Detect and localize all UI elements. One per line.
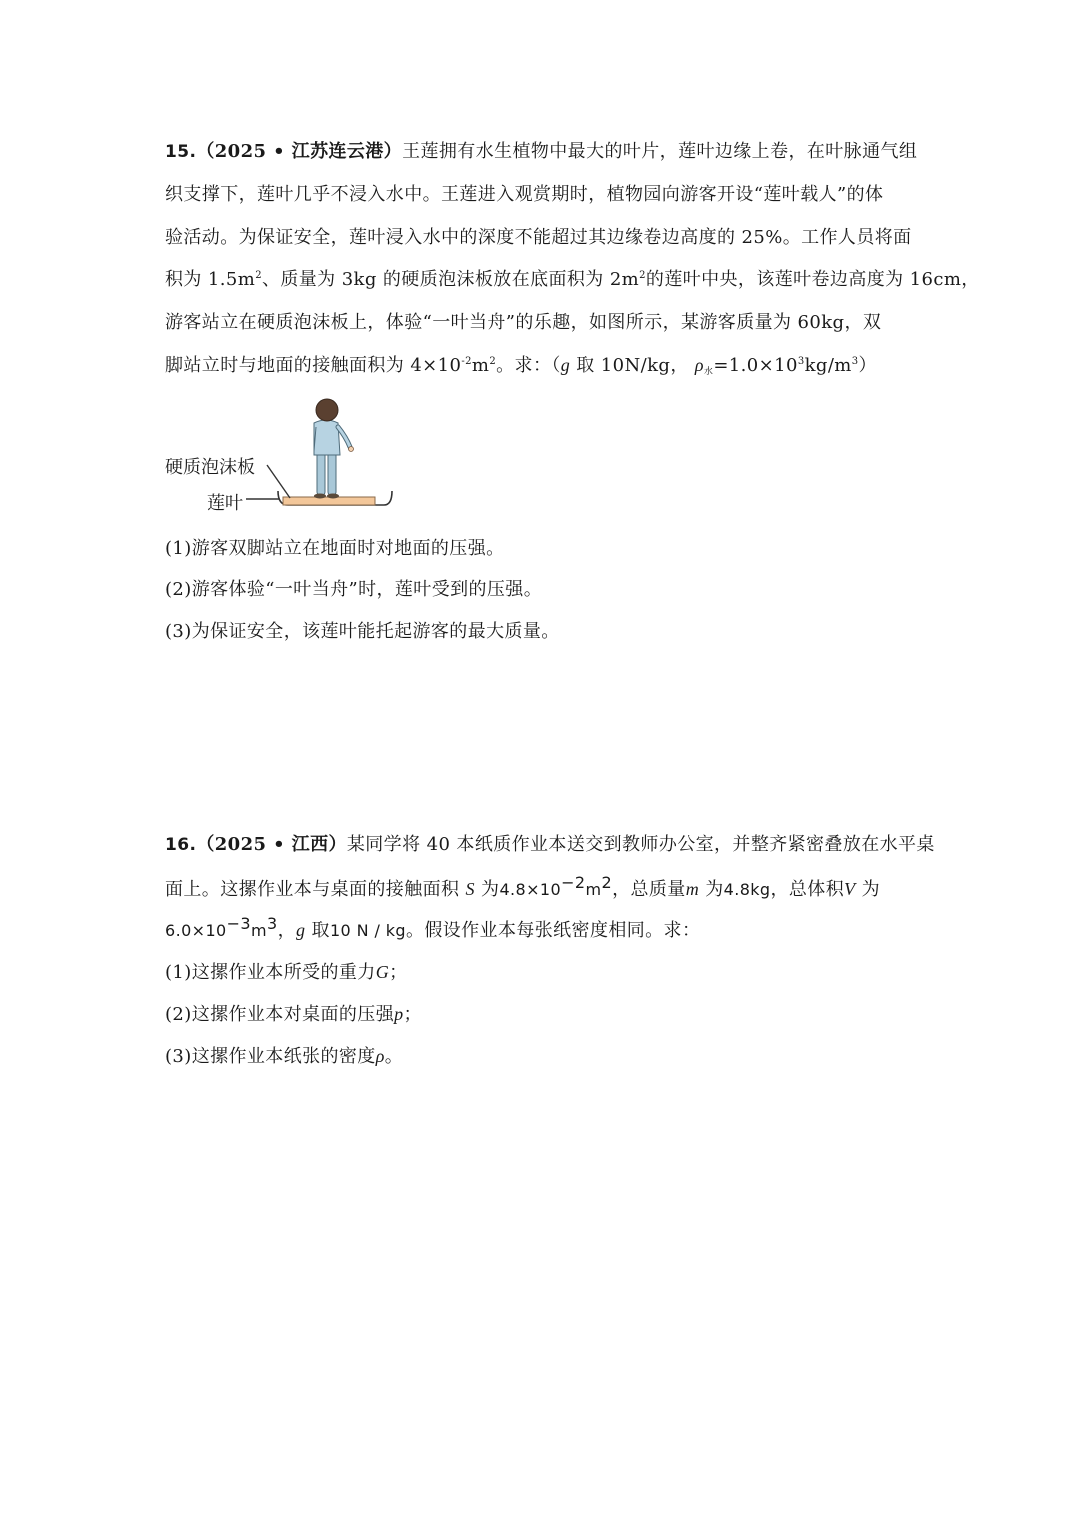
q15-text: 王莲拥有水生植物中最大的叶片，莲叶边缘上卷，在叶脉通气组 (402, 141, 918, 162)
q16-subquestion-1: (1)这摞作业本所受的重力G； (165, 962, 408, 983)
q15-number: 15. (165, 142, 197, 162)
foam-board-label: 硬质泡沫板 (165, 457, 255, 478)
q15-line-2: 织支撑下，莲叶几乎不浸入水中。王莲进入观赏期时，植物园向游客开设“莲叶载人”的体 (165, 184, 884, 205)
q15-line-3: 验活动。为保证安全，莲叶浸入水中的深度不能超过其边缘卷边高度的 25%。工作人员将面 (165, 227, 912, 248)
q15-subquestion-2: (2)游客体验“一叶当舟”时，莲叶受到的压强。 (165, 579, 543, 600)
q15-line-1 (165, 140, 925, 164)
lotus-leaf-label: 莲叶 (207, 493, 243, 514)
q16-subquestion-2: (2)这摞作业本对桌面的压强p； (165, 1004, 422, 1025)
q15-source: （2025 • 江苏连云港） (196, 141, 403, 162)
q16-line-2: 面上。这摞作业本与桌面的接触面积 S 为$4.8\times 10^{-2}m^2$，总质量m 为4.8kg，总体积V 为 (165, 873, 881, 900)
q16-subquestion-3: (3)这摞作业本纸张的密度ρ。 (165, 1046, 404, 1067)
lotus-leaf-figure (160, 393, 410, 523)
q16-source: （2025 • 江西） (196, 834, 347, 855)
q15-line-5: 游客站立在硬质泡沫板上，体验“一叶当舟”的乐趣，如图所示，某游客质量为 60kg，双 (165, 312, 882, 333)
q15-line-6: 脚站立时与地面的接触面积为 $4\times 10^{-2}m^2$。求：（g 取 10N/kg， $\rho_水=1.0\times 10^3kg/m^3$） (165, 355, 877, 377)
q15-subquestion-3: (3)为保证安全，该莲叶能托起游客的最大质量。 (165, 621, 560, 642)
q16-number: 16. (165, 835, 197, 855)
q15-subquestion-1: (1)游客双脚站立在地面时对地面的压强。 (165, 538, 505, 559)
q16-text: 某同学将 40 本纸质作业本送交到教师办公室，并整齐紧密叠放在水平桌 (346, 834, 935, 855)
q15-line-4: 积为 $1.5m^2$、质量为 3kg 的硬质泡沫板放在底面积为 $2m^2$的莲叶中央，该莲叶卷边高度为 16cm， (165, 269, 980, 290)
q16-line-3: $6.0\times 10^{-3}m^3$，g 取10 N / kg。假设作业本每张纸密度相同。求： (165, 914, 701, 941)
q16-line-1 (165, 833, 935, 857)
